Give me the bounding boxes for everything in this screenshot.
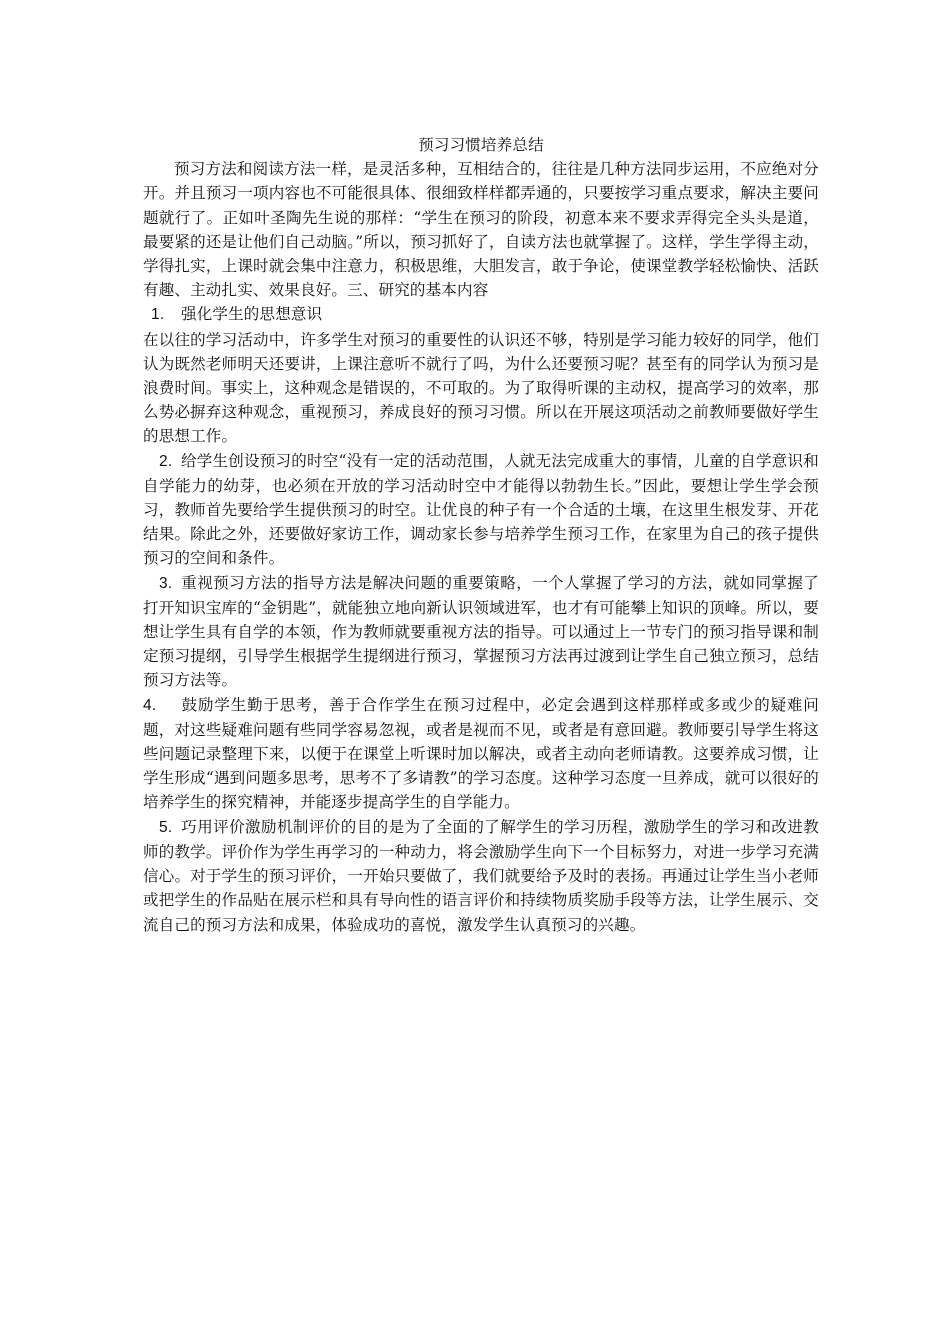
section-2-text: 给学生创设预习的时空“没有一定的活动范围，人就无法完成重大的事情，儿童的自学意识和自学能力的幼芽，也必须在开放的学习活动时空中才能得以勃勃生长。”因此，要想让学生学会预习，教师首先要给学生提供预习的时空。让优良的种子有一个合适的土壤，在这里生根发芽、开花结果。除此之外，还要做好家访工作，调动家长参与培养学生预习工作，在家里为自己的孩子提供预习的空间和条件。 — [143, 451, 819, 568]
section-1-heading — [143, 302, 819, 327]
section-1-text: 在以往的学习活动中，许多学生对预习的重要性的认识还不够，特别是学习能力较好的同学，他们认为既然老师明天还要讲，上课注意听不就行了吗，为什么还要预习呢？甚至有的同学认为预习是浪费时间。事实上，这种观念是错误的，不可取的。为了取得听课的主动权，提高学习的效率，那么势必摒弃这种观念，重视预习，养成良好的预习习惯。所以在开展这项活动之前教师要做好学生的思想工作。 — [143, 330, 819, 446]
section-3-number: 3. — [159, 574, 173, 592]
section-5-text: 巧用评价激励机制评价的目的是为了全面的了解学生的学习历程，激励学生的学习和改进教师的教学。评价作为学生再学习的一种动力，将会激励学生向下一个目标努力，对进一步学习充满信心。对于学生的预习评价，一开始只要做了，我们就要给予及时的表扬。再通过让学生当小老师或把学生的作品贴在展示栏和具有导向性的语言评价和持续物质奖励手段等方法，让学生展示、交流自己的预习方法和成果，体验成功的喜悦，激发学生认真预习的兴趣。 — [143, 817, 819, 934]
section-1-number: 1. — [151, 306, 165, 324]
section-4-text: 鼓励学生勤于思考，善于合作学生在预习过程中，必定会遇到这样那样或多或少的疑难问题，对这些疑难问题有些同学容易忽视，或者是视而不见，或者是有意回避。教师要引导学生将这些问题记录整理下来，以便于在课堂上听课时加以解决，或者主动向老师请教。这要养成习惯，让学生形成“遇到问题多思考，思考不了多请教”的学习态度。这种学习态度一旦养成，就可以很好的培养学生的探究精神，并能逐步提高学生的自学能力。 — [143, 695, 819, 812]
document-body — [143, 133, 819, 937]
document-title: 预习习惯培养总结 — [418, 136, 544, 154]
section-4-paragraph — [143, 693, 819, 815]
section-5-paragraph — [143, 815, 819, 937]
intro-paragraph: 预习方法和阅读方法一样，是灵活多种，互相结合的，往往是几种方法同步运用，不应绝对分开。并且预习一项内容也不可能很具体、很细致样样都弄通的，只要按学习重点要求，解决主要问题就行了。正如叶圣陶先生说的那样：“学生在预习的阶段，初意本来不要求弄得完全头头是道，最要紧的还是让他们自己动脑。”所以，预习抓好了，自读方法也就掌握了。这样，学生学得主动，学得扎实，上课时就会集中注意力，积极思维，大胆发言，敢于争论，使课堂教学轻松愉快、活跃有趣、主动扎实、效果良好。三、研究的基本内容 — [143, 160, 819, 300]
section-3-text: 重视预习方法的指导方法是解决问题的重要策略，一个人掌握了学习的方法，就如同掌握了打开知识宝库的“金钥匙”，就能独立地向新认识领域进军，也才有可能攀上知识的顶峰。所以，要想让学生具有自学的本领，作为教师就要重视方法的指导。可以通过上一节专门的预习指导课和制定预习提纲，引导学生根据学生提纲进行预习，掌握预习方法再过渡到让学生自己独立预习，总结预习方法等。 — [143, 573, 819, 690]
section-5-number: 5. — [159, 818, 173, 836]
section-2-number: 2. — [159, 452, 173, 470]
section-1-title: 强化学生的思想意识 — [181, 305, 323, 324]
section-4-number: 4. — [143, 696, 157, 714]
section-2-paragraph — [143, 449, 819, 571]
section-3-paragraph — [143, 571, 819, 693]
